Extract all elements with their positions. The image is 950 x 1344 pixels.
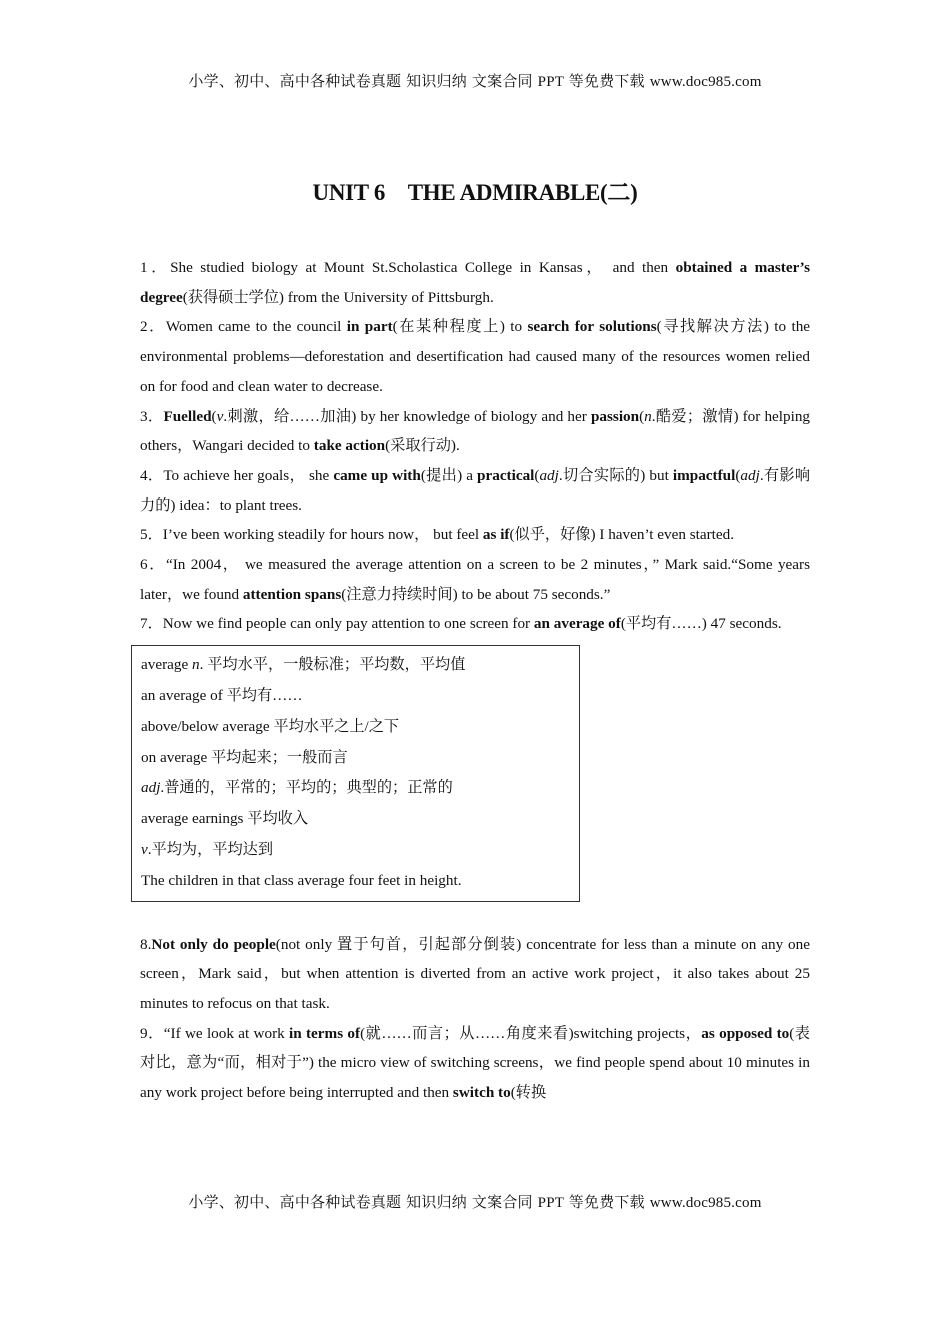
text-run: 2．Women came to the council	[140, 318, 347, 336]
text-run: . 平均水平，一般标准；平均数，平均值	[199, 656, 466, 674]
text-run: (提出) a	[420, 466, 478, 484]
list-item	[140, 312, 810, 401]
text-run: .切合实际的) but	[558, 466, 673, 484]
list-item	[140, 550, 810, 609]
key-phrase: take action	[313, 437, 386, 455]
text-run: an average of 平均有……	[141, 686, 303, 704]
text-run: The children in that class average four feet in height.	[141, 871, 462, 889]
key-phrase: impactful	[672, 466, 736, 484]
text-run: (就……而言；从……角度来看)switching projects，	[360, 1024, 702, 1042]
text-run: (寻找解决方法) to the environmental problems—deforestation and desertification had caused many of the resources women relied on for food and clean water to decrease.	[140, 318, 811, 395]
text-run: above/below average 平均水平之上/之下	[141, 717, 400, 735]
text-run: 5．I’ve been working steadily for hours now， but feel	[140, 526, 483, 544]
note-line	[141, 866, 579, 897]
list-item	[140, 461, 810, 520]
key-phrase: switch to	[452, 1084, 511, 1102]
text-run: 4．To achieve her goals， she	[140, 466, 334, 484]
key-phrase: an average of	[533, 615, 621, 633]
part-of-speech: n	[192, 656, 200, 674]
note-line	[141, 743, 579, 774]
key-phrase: passion	[590, 407, 640, 425]
part-of-speech: n	[644, 407, 652, 425]
note-line	[141, 835, 579, 866]
page-footer: 小学、初中、高中各种试卷真题 知识归纳 文案合同 PPT 等免费下载 www.doc985.com	[188, 1195, 762, 1211]
part-of-speech: adj	[539, 466, 559, 484]
text-run: (	[639, 407, 645, 425]
key-phrase: attention spans	[242, 585, 342, 603]
key-phrase: obtained a master’s degree	[140, 259, 810, 306]
note-line	[141, 804, 579, 835]
part-of-speech: adj	[740, 466, 760, 484]
text-run: .平均为，平均达到	[147, 840, 274, 858]
text-run: .有影响力的) idea：to plant trees.	[140, 466, 811, 514]
key-phrase: came up with	[333, 466, 421, 484]
text-run: 6．“In 2004， we measured the average attention on a screen to be 2 minutes，” Mark said.“Some years later，we found	[140, 556, 810, 603]
text-run: .酷爱；激情) for helping others，Wangari decided to	[140, 407, 811, 455]
text-run: (	[211, 407, 217, 425]
text-run: average	[141, 656, 193, 674]
key-phrase: as if	[482, 526, 510, 544]
note-line	[141, 650, 579, 681]
vocabulary-note-box	[131, 645, 580, 901]
text-run: 3．	[140, 407, 164, 425]
key-phrase: Fuelled	[163, 407, 212, 425]
text-run: 1．She studied biology at Mount St.Scholastica College in Kansas， and then	[140, 259, 676, 276]
text-run: (not only 置于句首，引起部分倒装) concentrate for less than a minute on any one screen，Mark said，but when attention is diverted from an active work project，it also takes about 25 minutes to refocus on that task.	[140, 935, 810, 1012]
document-body	[140, 253, 810, 1108]
text-run: on average 平均起来；一般而言	[141, 748, 348, 766]
list-item	[140, 1019, 810, 1108]
list-item	[140, 609, 810, 639]
key-phrase: practical	[477, 466, 535, 484]
text-run: average earnings 平均收入	[141, 810, 309, 828]
text-run: (获得硕士学位) from the University of Pittsburgh.	[182, 288, 494, 306]
text-run: (表对比，意为“而，相对于”) the micro view of switching screens，we find people spend about 10 minutes in any work project before being interrupted and then	[140, 1024, 810, 1102]
text-run: .普通的，平常的；平均的；典型的；正常的	[160, 779, 453, 797]
part-of-speech: v	[141, 840, 148, 858]
text-run: (注意力持续时间) to be about 75 seconds.”	[341, 585, 611, 603]
text-run: (平均有……) 47 seconds.	[620, 615, 782, 633]
text-run: (	[534, 466, 540, 484]
text-run: 7．Now we find people can only pay attention to one screen for	[140, 615, 534, 633]
note-line	[141, 681, 579, 712]
note-line	[141, 773, 579, 804]
key-phrase: Not only do people	[151, 935, 276, 953]
list-item	[140, 253, 810, 312]
part-of-speech: v	[216, 407, 224, 425]
key-phrase: as opposed to	[701, 1024, 790, 1042]
text-run: 8.	[140, 935, 152, 953]
note-line	[141, 712, 579, 743]
text-run: (在某种程度上) to	[392, 318, 528, 336]
list-item	[140, 402, 810, 461]
key-phrase: in part	[346, 318, 393, 336]
text-run: 9．“If we look at work	[140, 1024, 290, 1042]
text-run: (似乎，好像) I haven’t even started.	[509, 526, 734, 544]
list-item	[140, 930, 810, 1019]
key-phrase: search for solutions	[527, 318, 657, 336]
key-phrase: in terms of	[289, 1024, 361, 1042]
text-run: (转换	[510, 1084, 547, 1102]
text-run: (采取行动).	[385, 437, 460, 455]
part-of-speech: adj	[141, 779, 161, 797]
page-header: 小学、初中、高中各种试卷真题 知识归纳 文案合同 PPT 等免费下载 www.doc985.com	[188, 74, 762, 90]
text-run: .刺激，给……加油) by her knowledge of biology and her	[223, 407, 591, 425]
page-title: UNIT 6 THE ADMIRABLE(二)	[312, 180, 638, 205]
list-item	[140, 520, 810, 550]
text-run: (	[735, 466, 741, 484]
